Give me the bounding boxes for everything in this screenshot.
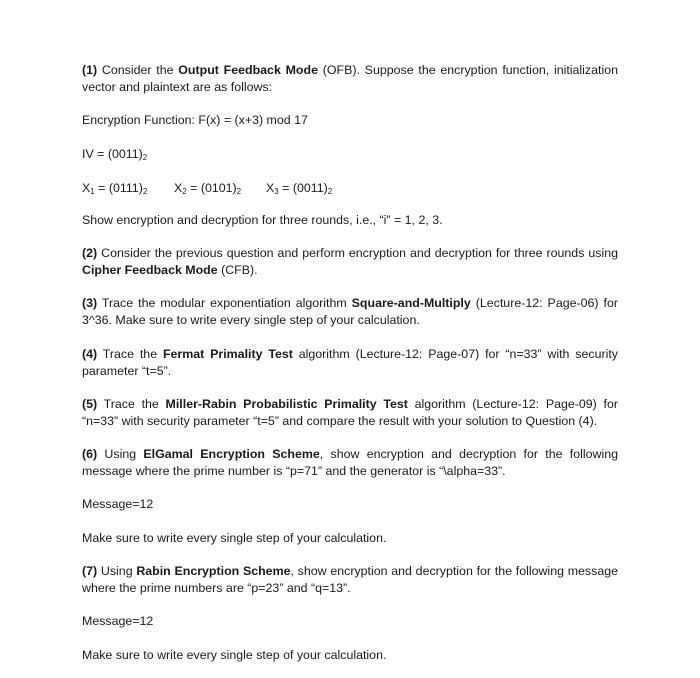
plaintext-blocks xyxy=(82,180,618,197)
question-number: (1) xyxy=(82,63,98,77)
step-instruction: Make sure to write every single step of your calculation. xyxy=(82,648,387,662)
term-fermat-primality: Fermat Primality Test xyxy=(162,347,293,361)
question-number: (6) xyxy=(82,447,98,461)
term-square-and-multiply: Square-and-Multiply xyxy=(351,296,471,310)
question-3: (3) Trace the modular exponentiation algorithm Square-and-Multiply (Lecture-12: Page-06) for 3^36. Make sure to write every single step of your calculation. xyxy=(82,296,618,327)
question-7: (7) Using Rabin Encryption Scheme, show encryption and decryption for the following message where the prime numbers are “p=23” and “q=13”. xyxy=(82,564,618,595)
message-value: Message=12 xyxy=(82,497,154,511)
question-2: (2) Consider the previous question and perform encryption and decryption for three rounds using Cipher Feedback Mode (CFB). xyxy=(82,246,618,277)
question-number: (4) xyxy=(82,347,98,361)
question-number: (3) xyxy=(82,296,98,310)
initialization-vector: IV = $(0011)_2$ xyxy=(82,147,148,162)
term-ofb: Output Feedback Mode xyxy=(178,63,318,77)
question-4: (4) Trace the Fermat Primality Test algorithm (Lecture-12: Page-07) for “n=33” with security parameter “t=5”. xyxy=(82,347,618,378)
term-rabin: Rabin Encryption Scheme xyxy=(136,564,291,578)
show-rounds-instruction: Show encryption and decryption for three rounds, i.e., “i” = 1, 2, 3. xyxy=(82,213,443,227)
question-number: (7) xyxy=(82,564,98,578)
plaintext-x1: $X_1 = (0111)_2$ xyxy=(82,181,148,196)
question-number: (2) xyxy=(82,246,98,260)
step-instruction: Make sure to write every single step of your calculation. xyxy=(82,531,387,545)
term-cfb: Cipher Feedback Mode xyxy=(82,263,218,277)
term-miller-rabin: Miller-Rabin Probabilistic Primality Test xyxy=(165,397,408,411)
question-6: (6) Using ElGamal Encryption Scheme, show encryption and decryption for the following message where the prime number is “p=71” and the generator is “\alpha=33”. xyxy=(82,447,618,478)
encryption-function: Encryption Function: F(x) = (x+3) mod 17 xyxy=(82,113,308,127)
plaintext-x2: $X_2 = (0101)_2$ xyxy=(174,181,242,196)
question-number: (5) xyxy=(82,397,98,411)
plaintext-x3: $X_3 = (0011)_2$ xyxy=(266,181,333,196)
question-1: (1) Consider the Output Feedback Mode (OFB). Suppose the encryption function, initialization vector and plaintext are as follows: xyxy=(82,63,618,94)
term-elgamal: ElGamal Encryption Scheme xyxy=(143,447,320,461)
message-value: Message=12 xyxy=(82,614,154,628)
question-5: (5) Trace the Miller-Rabin Probabilistic Primality Test algorithm (Lecture-12: Page-09) for “n=33” with security parameter “t=5” and compare the result with your solution to Question (4). xyxy=(82,397,618,428)
